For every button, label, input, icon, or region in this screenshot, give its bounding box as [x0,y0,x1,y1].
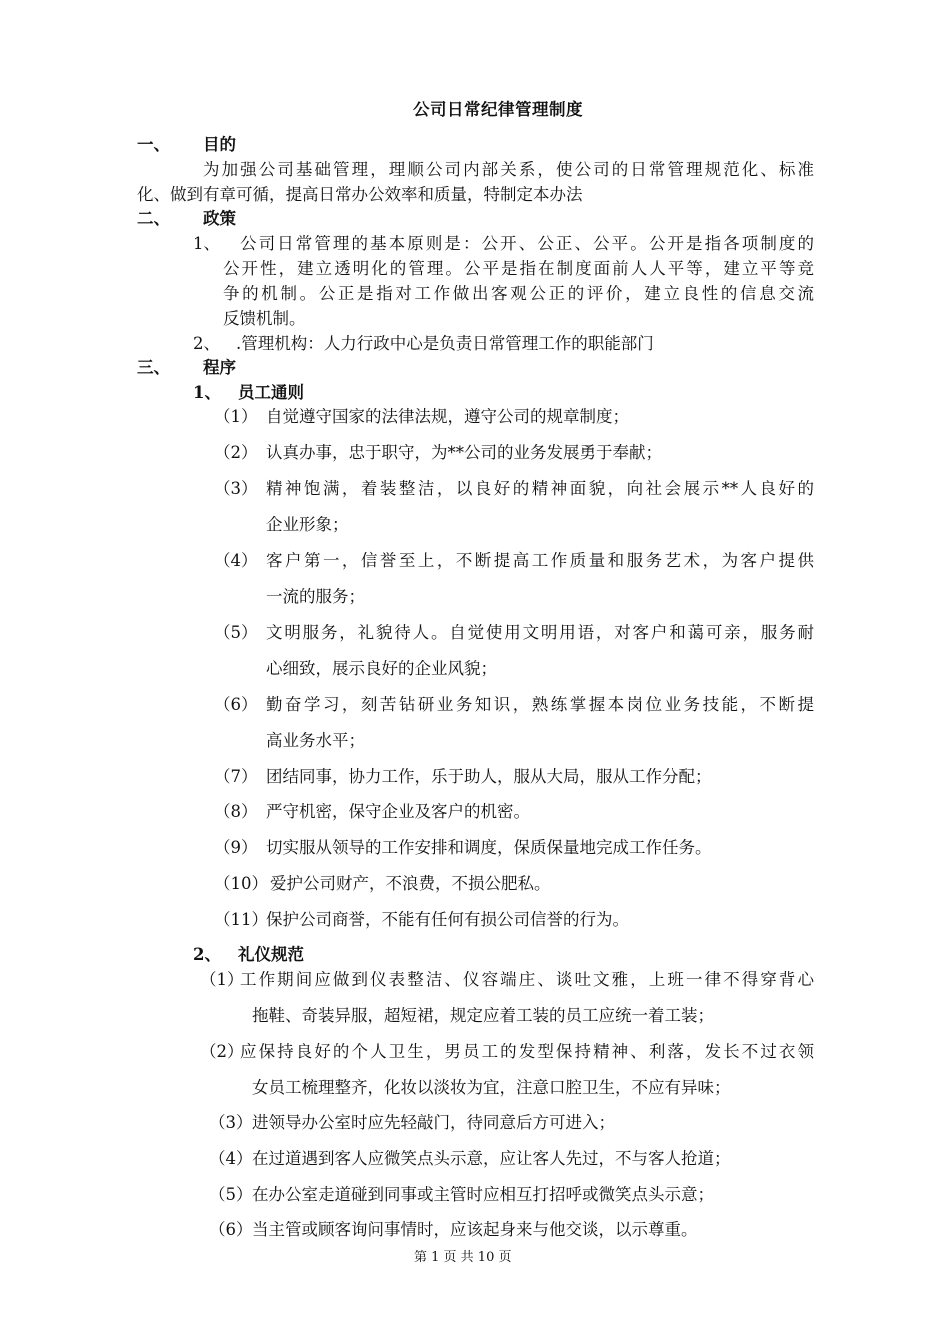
section-2-item-1-line-2: 公开性，建立透明化的管理。公平是指在制度面前人人平等，建立平等竞 [223,259,814,278]
section-1-paragraph-line-2: 化、做到有章可循，提高日常办公效率和质量，特制定本办法 [137,185,583,204]
rule-7-text: 团结同事，协力工作，乐于助人，服从大局，服从工作分配； [266,767,712,786]
section-2-item-1-line-4: 反馈机制。 [223,309,306,328]
section-2-item-2-number: 2、 [193,334,220,353]
rule-8-text: 严守机密，保守企业及客户的机密。 [266,802,530,821]
rule-4-number: （4） [214,551,258,570]
etiquette-6-number: （6） [209,1220,253,1239]
section-3-number: 三、 [137,358,170,377]
etiquette-2-text-line-1: 应保持良好的个人卫生，男员工的发型保持精神、利落，发长不过衣领 [240,1042,814,1061]
section-3-heading: 程序 [203,358,236,377]
etiquette-6-text: 当主管或顾客询问事情时，应该起身来与他交谈，以示尊重。 [252,1220,698,1239]
rule-3-number: （3） [214,479,258,498]
section-2-number: 二、 [137,209,170,228]
etiquette-5-text: 在办公室走道碰到同事或主管时应相互打招呼或微笑点头示意； [252,1185,714,1204]
rule-2-number: （2） [214,443,258,462]
rule-1-text: 自觉遵守国家的法律法规，遵守公司的规章制度； [266,407,629,426]
rule-6-text-line-2: 高业务水平； [266,731,365,750]
etiquette-3-number: （3） [209,1113,253,1132]
rule-9-text: 切实服从领导的工作安排和调度，保质保量地完成工作任务。 [266,838,712,857]
rule-3-text-line-1: 精神饱满，着装整洁，以良好的精神面貌，向社会展示**人良好的 [266,479,814,498]
rule-10-number: （10） [214,874,268,893]
etiquette-1-text-line-1: 工作期间应做到仪表整洁、仪容端庄、谈吐文雅，上班一律不得穿背心 [240,970,814,989]
rule-6-number: （6） [214,695,258,714]
section-1-heading: 目的 [203,135,236,154]
etiquette-2-text-line-2: 女员工梳理整齐，化妆以淡妆为宜，注意口腔卫生，不应有异味； [252,1078,731,1097]
rule-8-number: （8） [214,802,258,821]
rule-5-text-line-2: 心细致，展示良好的企业风貌； [266,659,497,678]
etiquette-4-text: 在过道遇到客人应微笑点头示意，应让客人先过，不与客人抢道； [252,1149,731,1168]
subsection-2-number: 2、 [193,945,221,964]
section-1-paragraph-line-1: 为加强公司基础管理，理顺公司内部关系，使公司的日常管理规范化、标准 [203,160,814,179]
rule-4-text-line-2: 一流的服务； [266,587,365,606]
subsection-1-heading: 员工通则 [238,383,304,402]
rule-10-text: 爱护公司财产，不浪费，不损公肥私。 [270,874,551,893]
subsection-2-heading: 礼仪规范 [238,945,304,964]
section-2-item-2-text: .管理机构：人力行政中心是负责日常管理工作的职能部门 [236,334,654,353]
rule-6-text-line-1: 勤奋学习，刻苦钻研业务知识，熟练掌握本岗位业务技能，不断提 [266,695,814,714]
section-1-number: 一、 [137,135,170,154]
rule-3-text-line-2: 企业形象； [266,515,349,534]
page-footer: 第 1 页 共 10 页 [414,1250,512,1265]
rule-4-text-line-1: 客户第一，信誉至上，不断提高工作质量和服务艺术，为客户提供 [266,551,814,570]
section-2-heading: 政策 [203,209,236,228]
rule-1-number: （1） [214,407,258,426]
subsection-1-number: 1、 [193,383,221,402]
etiquette-1-text-line-2: 拖鞋、奇装异服，超短裙，规定应着工装的员工应统一着工装； [252,1006,714,1025]
etiquette-1-number: （1） [200,970,244,989]
rule-11-number: （11） [214,910,268,929]
etiquette-5-number: （5） [209,1185,253,1204]
etiquette-3-text: 进领导办公室时应先轻敲门，待同意后方可进入； [252,1113,615,1132]
rule-7-number: （7） [214,767,258,786]
document-title: 公司日常纪律管理制度 [413,100,583,119]
rule-5-number: （5） [214,623,258,642]
rule-2-text: 认真办事，忠于职守，为**公司的业务发展勇于奉献； [266,443,662,462]
etiquette-4-number: （4） [209,1149,253,1168]
section-2-item-1-number: 1、 [193,234,220,253]
etiquette-2-number: （2） [200,1042,244,1061]
rule-11-text: 保护公司商誉，不能有任何有损公司信誉的行为。 [266,910,629,929]
section-2-item-1-line-1: 公司日常管理的基本原则是：公开、公正、公平。公开是指各项制度的 [240,234,814,253]
rule-9-number: （9） [214,838,258,857]
rule-5-text-line-1: 文明服务，礼貌待人。自觉使用文明用语，对客户和蔼可亲，服务耐 [266,623,814,642]
section-2-item-1-line-3: 争的机制。公正是指对工作做出客观公正的评价，建立良性的信息交流 [223,284,814,303]
